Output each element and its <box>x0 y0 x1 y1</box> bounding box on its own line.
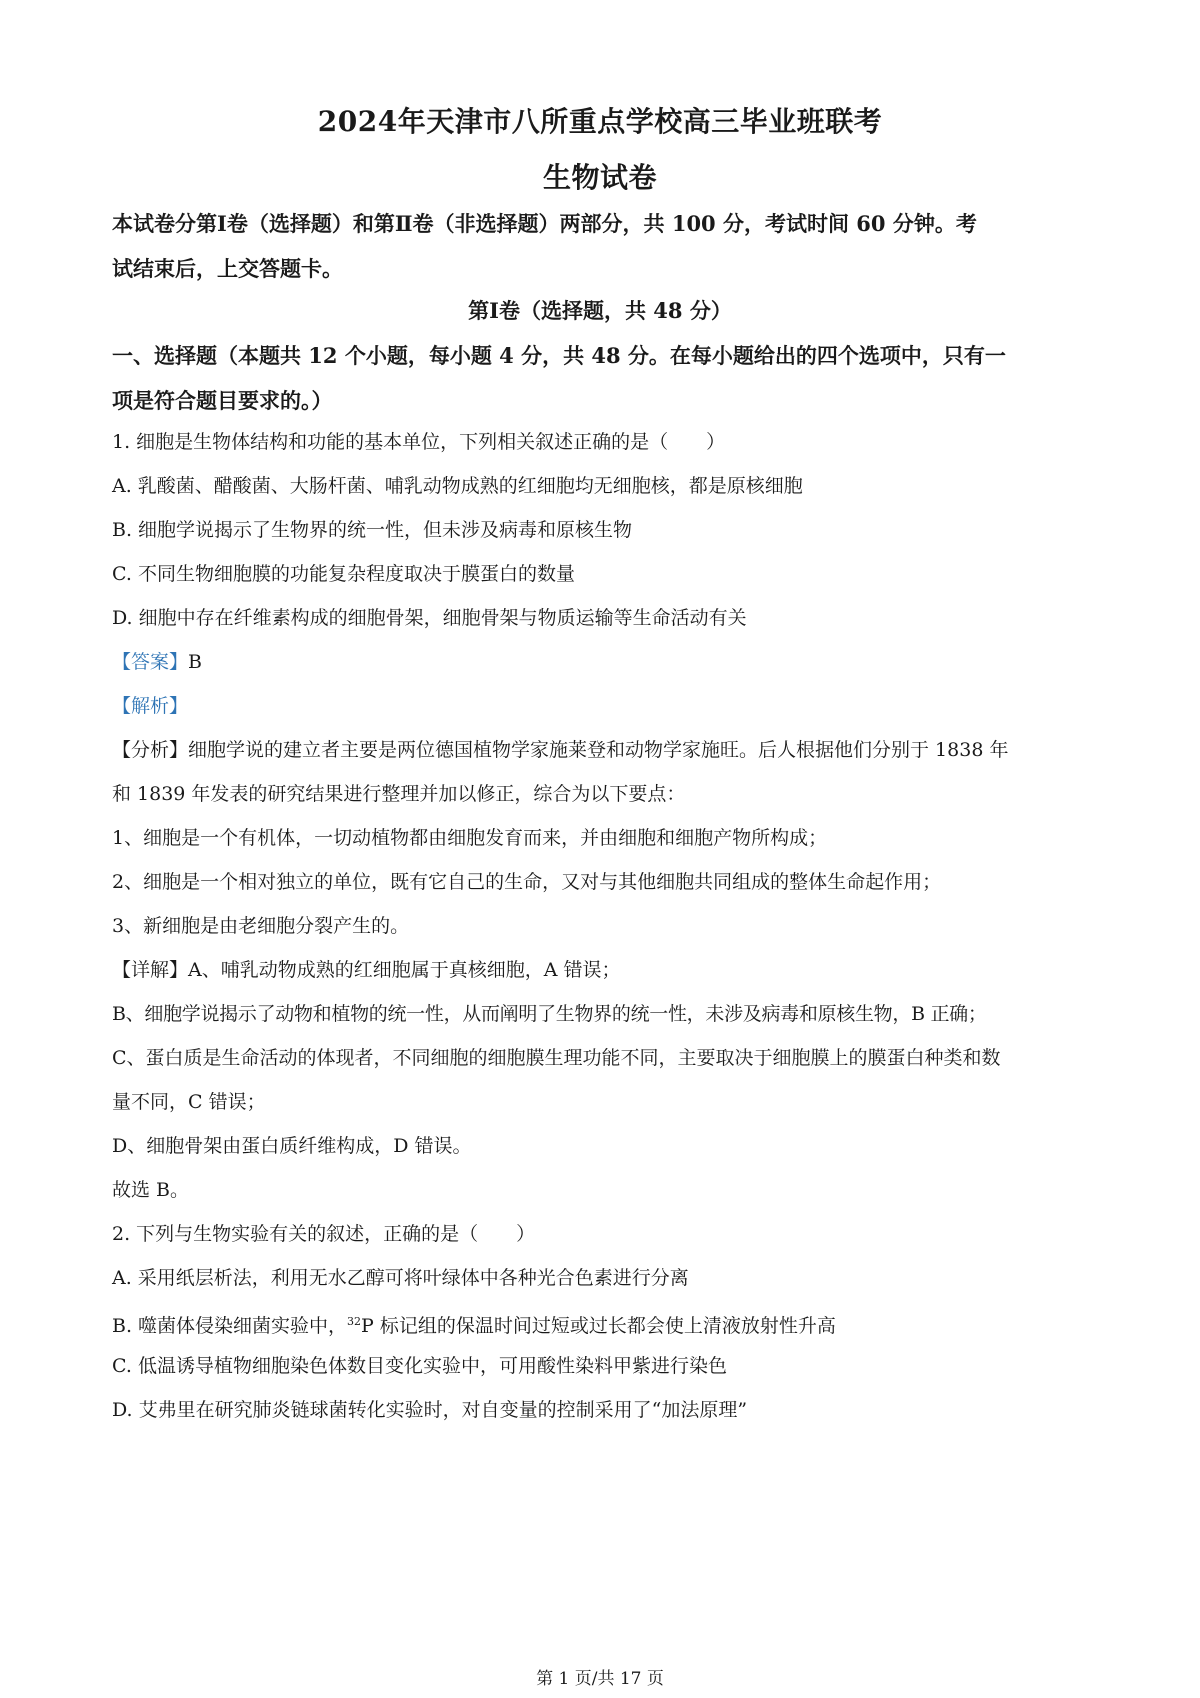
q1-option-b: B. 细胞学说揭示了生物界的统一性，但未涉及病毒和原核生物 <box>112 519 633 541</box>
q1-point-1: 1、细胞是一个有机体，一切动植物都由细胞发育而来，并由细胞和细胞产物所构成； <box>112 827 828 849</box>
q1-fenxi-line-1 <box>112 738 1102 762</box>
q1-option-a: A. 乳酸菌、醋酸菌、大肠杆菌、哺乳动物成熟的红细胞均无细胞核，都是原核细胞 <box>112 475 803 497</box>
q2-option-b-post: P 标记组的保温时间过短或过长都会使上清液放射性升高 <box>361 1315 836 1337</box>
q2-stem: 2. 下列与生物实验有关的叙述，正确的是（ ） <box>112 1223 536 1245</box>
intro-line-2: 试结束后，上交答题卡。 <box>112 256 343 281</box>
q1-point-2: 2、细胞是一个相对独立的单位，既有它自己的生命，又对与其他细胞共同组成的整体生命起作用； <box>112 871 942 893</box>
isotope-mass-number: 32 <box>347 1315 362 1328</box>
q1-option-c: C. 不同生物细胞膜的功能复杂程度取决于膜蛋白的数量 <box>112 563 575 585</box>
analysis-tag: 【解析】 <box>112 695 189 717</box>
q1-stem: 1. 细胞是生物体结构和功能的基本单位，下列相关叙述正确的是（ ） <box>112 431 726 453</box>
q2-option-d: D. 艾弗里在研究肺炎链球菌转化实验时，对自变量的控制采用了“加法原理” <box>112 1399 748 1421</box>
part-heading-line-1: 一、选择题（本题共 12 个小题，每小题 4 分，共 48 分。在每小题给出的四个选项中，只有一 <box>112 343 1006 368</box>
q1-point-3: 3、新细胞是由老细胞分裂产生的。 <box>112 915 410 937</box>
intro-line-1: 本试卷分第Ⅰ卷（选择题）和第Ⅱ卷（非选择题）两部分，共 100 分，考试时间 60 分钟。考 <box>112 211 977 236</box>
q1-fenxi-line-2: 和 1839 年发表的研究结果进行整理并加以修正，综合为以下要点： <box>112 783 686 805</box>
section-title: 第Ⅰ卷（选择题，共 48 分） <box>468 298 732 323</box>
q1-detail-line-1 <box>112 958 1102 982</box>
q1-option-d: D. 细胞中存在纤维素构成的细胞骨架，细胞骨架与物质运输等生命活动有关 <box>112 607 747 629</box>
q1-answer <box>112 650 1102 674</box>
fenxi-text-1: 细胞学说的建立者主要是两位德国植物学家施莱登和动物学家施旺。后人根据他们分别于 1838 年 <box>188 739 1009 761</box>
q2-option-a: A. 采用纸层析法，利用无水乙醇可将叶绿体中各种光合色素进行分离 <box>112 1267 689 1289</box>
q2-option-c: C. 低温诱导植物细胞染色体数目变化实验中，可用酸性染料甲紫进行染色 <box>112 1355 727 1377</box>
q2-option-b <box>112 1310 1102 1338</box>
q1-detail-line-2: B、细胞学说揭示了动物和植物的统一性，从而阐明了生物界的统一性，未涉及病毒和原核生物，B 正确； <box>112 1003 987 1025</box>
q1-detail-line-4: D、细胞骨架由蛋白质纤维构成，D 错误。 <box>112 1135 472 1157</box>
q1-conclusion: 故选 B。 <box>112 1179 190 1201</box>
answer-tag: 【答案】 <box>112 651 189 673</box>
page-footer: 第 1 页/共 17 页 <box>536 1669 664 1689</box>
exam-subtitle: 生物试卷 <box>542 161 657 194</box>
answer-value: B <box>188 651 202 673</box>
q1-detail-line-3b: 量不同，C 错误； <box>112 1091 266 1113</box>
q1-detail-line-3a: C、蛋白质是生命活动的体现者，不同细胞的细胞膜生理功能不同，主要取决于细胞膜上的膜蛋白种类和数 <box>112 1047 1001 1069</box>
q2-option-b-pre: B. 噬菌体侵染细菌实验中， <box>112 1315 348 1337</box>
detail-tag: 【详解】 <box>112 959 189 981</box>
fenxi-tag: 【分析】 <box>112 739 189 761</box>
exam-title: 2024年天津市八所重点学校高三毕业班联考 <box>317 105 883 138</box>
detail-text-1: A、哺乳动物成熟的红细胞属于真核细胞，A 错误； <box>188 959 621 981</box>
part-heading-line-2: 项是符合题目要求的。） <box>112 388 333 413</box>
